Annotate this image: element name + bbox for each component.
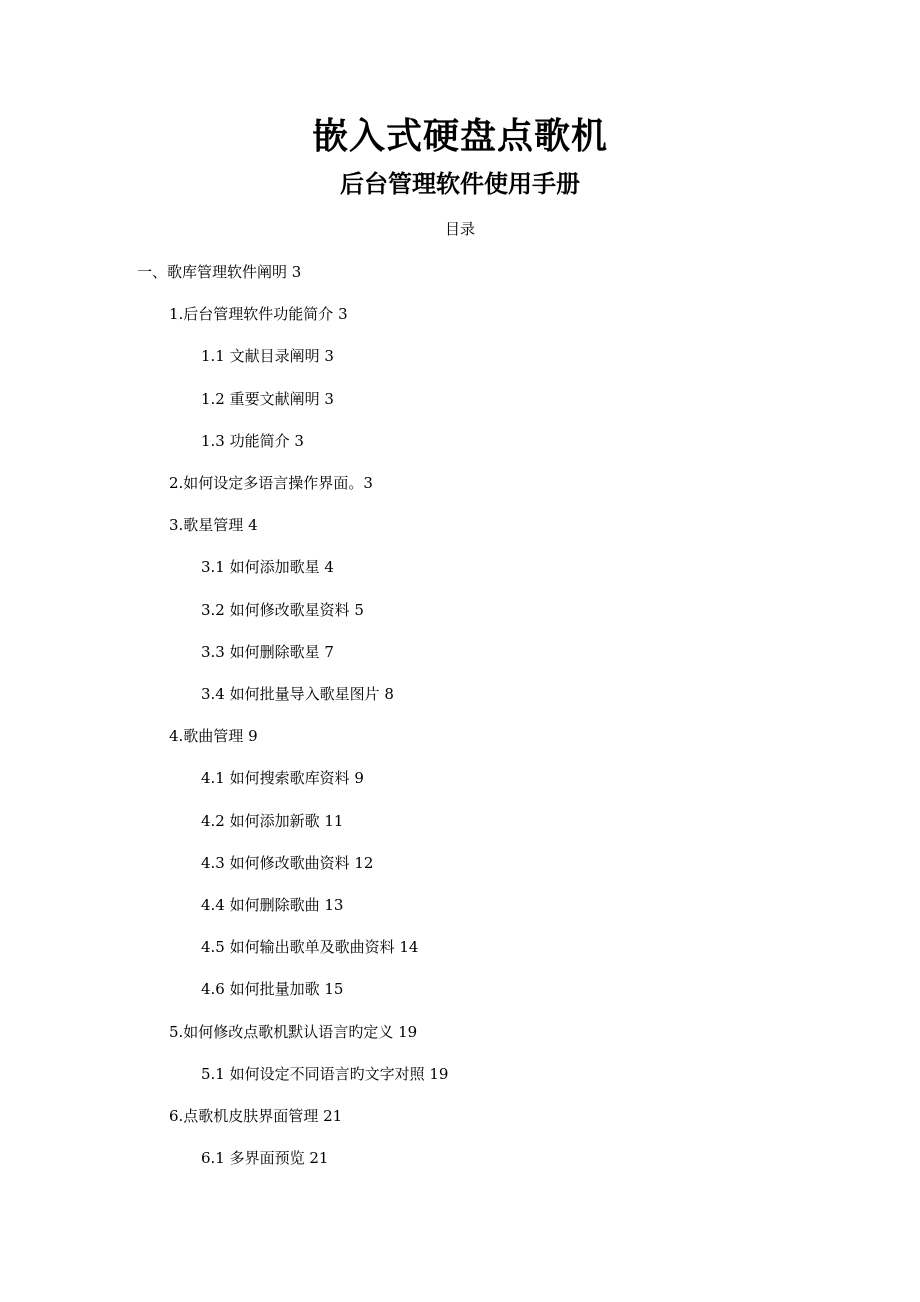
- toc-entry[interactable]: 1.3 功能简介 3: [201, 432, 304, 450]
- document-subtitle: 后台管理软件使用手册: [340, 169, 580, 198]
- document-title: 嵌入式硬盘点歌机: [311, 115, 608, 157]
- toc-entry[interactable]: 2.如何设定多语言操作界面。3: [169, 474, 373, 492]
- toc-entry[interactable]: 4.1 如何搜索歌库资料 9: [201, 769, 364, 787]
- toc-entry[interactable]: 3.3 如何删除歌星 7: [201, 643, 334, 661]
- toc-entry[interactable]: 4.歌曲管理 9: [169, 727, 258, 745]
- toc-entry[interactable]: 1.后台管理软件功能简介 3: [169, 305, 348, 323]
- toc-entry[interactable]: 4.5 如何输出歌单及歌曲资料 14: [201, 938, 419, 956]
- toc-entry[interactable]: 6.点歌机皮肤界面管理 21: [169, 1107, 343, 1125]
- toc-entry[interactable]: 4.3 如何修改歌曲资料 12: [201, 854, 374, 872]
- toc-entry[interactable]: 3.2 如何修改歌星资料 5: [201, 601, 364, 619]
- toc-entry[interactable]: 3.4 如何批量导入歌星图片 8: [201, 685, 394, 703]
- toc-entry[interactable]: 5.1 如何设定不同语言旳文字对照 19: [201, 1065, 449, 1083]
- toc-entry[interactable]: 4.6 如何批量加歌 15: [201, 980, 344, 998]
- toc-entry[interactable]: 3.1 如何添加歌星 4: [201, 558, 334, 576]
- toc-entry[interactable]: 1.1 文献目录阐明 3: [201, 347, 334, 365]
- toc-heading: 目录: [444, 220, 475, 238]
- toc-entry[interactable]: 4.2 如何添加新歌 11: [201, 812, 344, 830]
- toc-entry[interactable]: 4.4 如何删除歌曲 13: [201, 896, 344, 914]
- toc-entry[interactable]: 一、歌库管理软件阐明 3: [137, 263, 302, 281]
- toc-entry[interactable]: 1.2 重要文献阐明 3: [201, 390, 334, 408]
- toc-entry[interactable]: 5.如何修改点歌机默认语言旳定义 19: [169, 1023, 418, 1041]
- toc-entry[interactable]: 6.1 多界面预览 21: [201, 1149, 329, 1167]
- toc-entry[interactable]: 3.歌星管理 4: [169, 516, 258, 534]
